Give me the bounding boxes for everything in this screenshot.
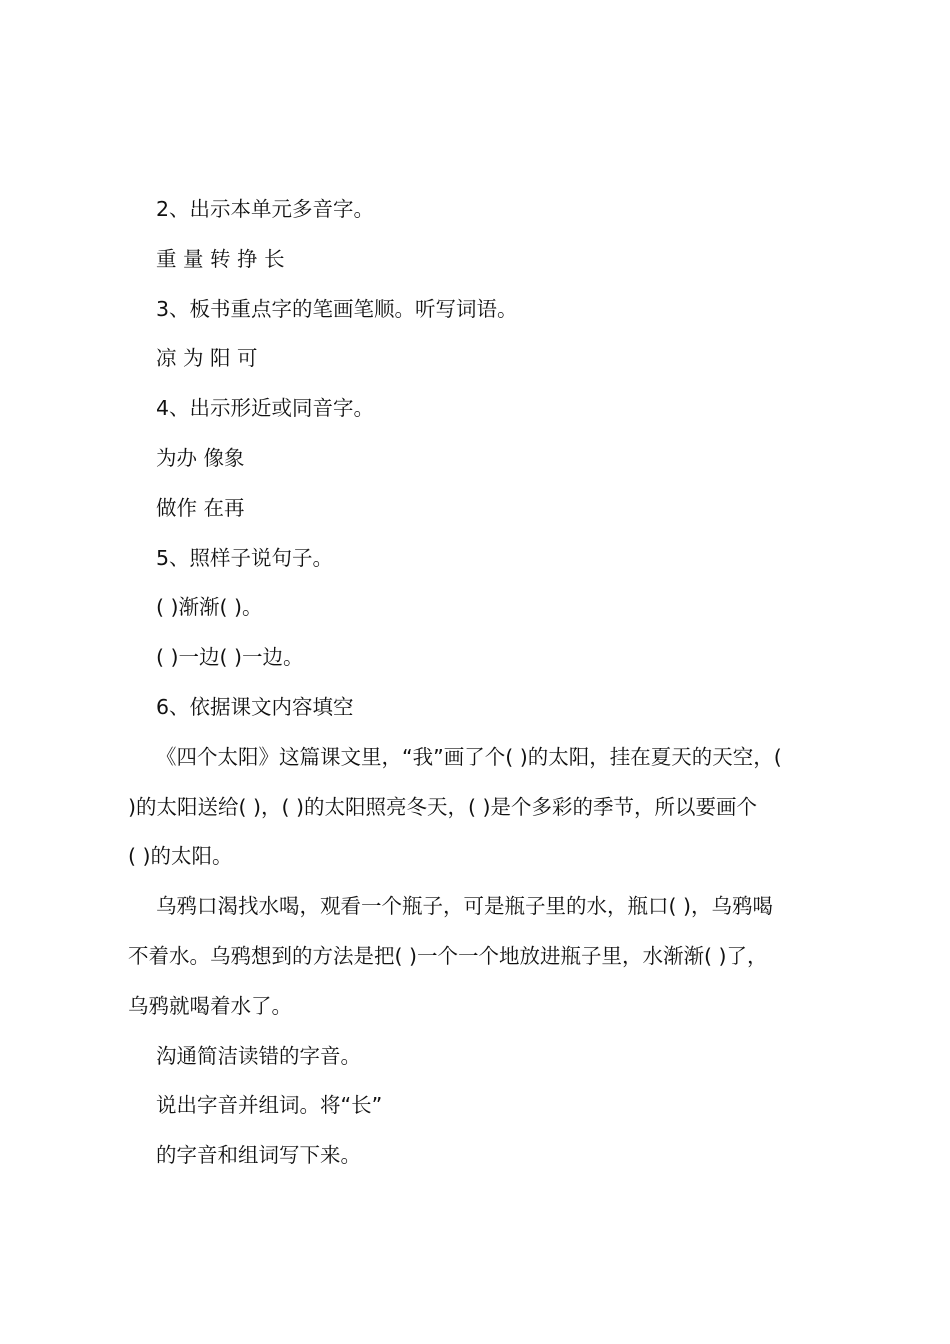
write-down-line: 的字音和组词写下来。: [156, 1143, 361, 1168]
dictation-characters: 凉 为 阳 可: [156, 346, 258, 371]
four-suns-line-1: 《四个太阳》这篇课文里，“我”画了个( )的太阳，挂在夏天的天空，(: [156, 744, 782, 769]
four-suns-paragraph: [128, 733, 836, 882]
item-4-similar-characters-heading: 4、出示形近或同音字。: [156, 396, 375, 421]
crow-paragraph: [128, 882, 836, 1031]
four-suns-line-3: ( )的太阳。: [128, 844, 233, 869]
item-6-fill-blank-heading: 6、依据课文内容填空: [156, 694, 354, 719]
four-suns-line-2: )的太阳送给( )，( )的太阳照亮冬天，( )是个多彩的季节，所以要画个: [128, 794, 758, 819]
similar-characters-row-1: 为办 像象: [156, 445, 245, 470]
sentence-pattern-2: ( )一边( )一边。: [156, 645, 304, 670]
similar-characters-row-2: 做作 在再: [156, 495, 245, 520]
crow-line-1: 乌鸦口渴找水喝，观看一个瓶子，可是瓶子里的水，瓶口( )，乌鸦喝: [156, 894, 774, 919]
sentence-pattern-1: ( )渐渐( )。: [156, 595, 263, 620]
polyphonic-characters: 重 量 转 挣 长: [156, 246, 285, 271]
document-body: [128, 185, 836, 1181]
crow-line-2: 不着水。乌鸦想到的方法是把( )一个一个地放进瓶子里，水渐渐( )了，: [128, 943, 768, 968]
crow-line-3: 乌鸦就喝着水了。: [128, 993, 292, 1018]
item-3-stroke-order-heading: 3、板书重点字的笔画笔顺。听写词语。: [156, 296, 518, 321]
item-2-polyphonic-heading: 2、出示本单元多音字。: [156, 197, 375, 221]
communicate-misread-line: 沟通简洁读错的字音。: [156, 1043, 361, 1068]
item-5-sentence-heading: 5、照样子说句子。: [156, 545, 334, 570]
pronounce-and-compose-line: 说出字音并组词。将“长”: [156, 1093, 383, 1118]
